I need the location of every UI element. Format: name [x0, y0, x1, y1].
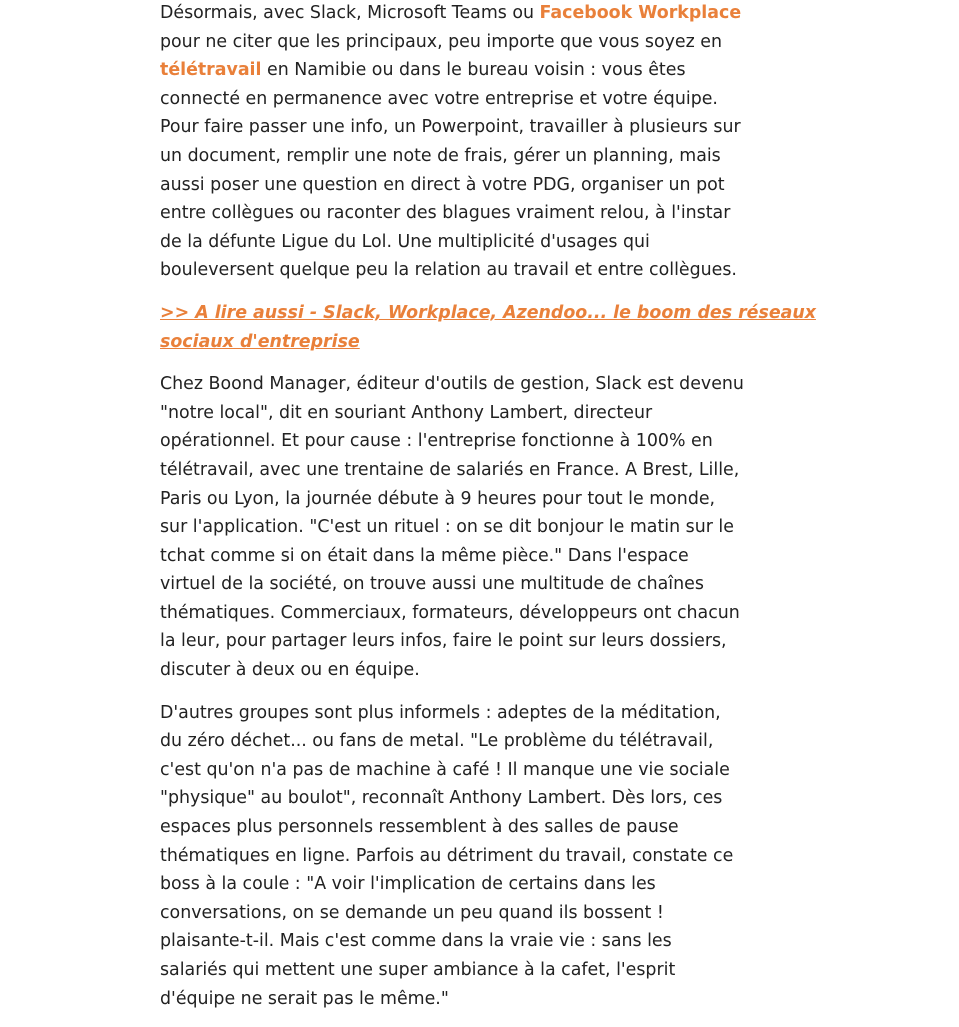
line: thématiques. Commerciaux, formateurs, développeurs ont chacun: [160, 602, 740, 623]
line: plaisante-t-il. Mais c'est comme dans la vraie vie : sans les: [160, 931, 672, 952]
line: virtuel de la société, on trouve aussi une multitude de chaînes: [160, 574, 704, 595]
line: c'est qu'on n'a pas de machine à café ! Il manque une vie sociale: [160, 759, 730, 780]
line: la leur, pour partager leurs infos, faire le point sur leurs dossiers,: [160, 631, 727, 652]
line: Paris ou Lyon, la journée débute à 9 heures pour tout le monde,: [160, 488, 716, 509]
line: salariés qui mettent une super ambiance à la cafet, l'esprit: [160, 960, 676, 980]
line: espaces plus personnels ressemblent à des salles de pause: [160, 817, 679, 838]
related-article-link[interactable]: [160, 299, 816, 356]
line: d'équipe ne serait pas le même.": [160, 988, 449, 1009]
line: bouleversent quelque peu la relation au travail et entre collègues.: [160, 260, 737, 281]
text: Désormais, avec Slack, Microsoft Teams ou: [160, 3, 540, 23]
line: "notre local", dit en souriant Anthony Lambert, directeur: [160, 402, 653, 423]
line: [160, 56, 810, 85]
paragraph-1: [160, 0, 810, 285]
line: entre collègues ou raconter des blagues vraiment relou, à l'instar: [160, 203, 731, 224]
line: sur l'application. "C'est un rituel : on se dit bonjour le matin sur le: [160, 517, 734, 538]
line: conversations, on se demande un peu quand ils bossent !: [160, 902, 664, 923]
line: discuter à deux ou en équipe.: [160, 660, 420, 681]
link-teletravail[interactable]: télétravail: [160, 60, 262, 81]
paragraph-2: [160, 370, 810, 685]
line: télétravail, avec une trentaine de salariés en France. A Brest, Lille,: [160, 459, 740, 480]
line: connecté en permanence avec votre entreprise et votre équipe.: [160, 88, 718, 109]
line: opérationnel. Et pour cause : l'entreprise fonctionne à 100% en: [160, 431, 713, 452]
paragraph-3: [160, 699, 810, 1014]
related-line: >> A lire aussi - Slack, Workplace, Azendoo... le boom des réseaux: [160, 302, 816, 323]
line: du zéro déchet... ou fans de metal. "Le problème du télétravail,: [160, 731, 714, 752]
line: tchat comme si on était dans la même pièce." Dans l'espace: [160, 545, 689, 566]
line: un document, remplir une note de frais, gérer un planning, mais: [160, 145, 721, 166]
line: Chez Boond Manager, éditeur d'outils de gestion, Slack est devenu: [160, 374, 744, 395]
text: en Namibie ou dans le bureau voisin : vous êtes: [261, 60, 686, 81]
line: "physique" au boulot", reconnaît Anthony Lambert. Dès lors, ces: [160, 788, 723, 809]
line: de la défunte Ligue du Lol. Une multiplicité d'usages qui: [160, 231, 650, 252]
line: pour ne citer que les principaux, peu importe que vous soyez en: [160, 31, 722, 52]
related-line: sociaux d'entreprise: [160, 331, 360, 352]
article-body: [160, 0, 816, 1027]
line: D'autres groupes sont plus informels : adeptes de la méditation,: [160, 702, 721, 723]
line: aussi poser une question en direct à votre PDG, organiser un pot: [160, 174, 725, 195]
link-facebook-workplace[interactable]: Facebook Workplace: [539, 3, 742, 23]
line: Pour faire passer une info, un Powerpoint, travailler à plusieurs sur: [160, 117, 741, 138]
line: boss à la coule : "A voir l'implication de certains dans les: [160, 874, 656, 895]
line: [160, 0, 810, 28]
line: thématiques en ligne. Parfois au détriment du travail, constate ce: [160, 845, 734, 866]
